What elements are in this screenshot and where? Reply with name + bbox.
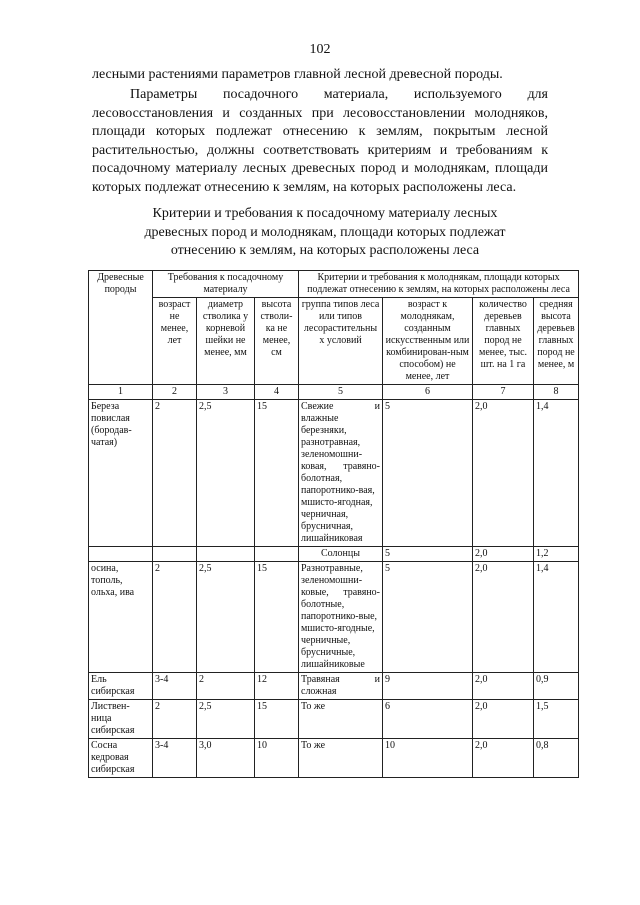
header-young-age: возраст к молоднякам, созданным искусственным или комбинирован-ным способом) не менее, лет bbox=[383, 298, 473, 385]
cell-diameter: 2,5 bbox=[197, 700, 255, 739]
cell-avg-height: 0,8 bbox=[534, 739, 579, 778]
cell-tree-count: 2,0 bbox=[473, 547, 534, 562]
cell-avg-height: 0,9 bbox=[534, 673, 579, 700]
column-number: 8 bbox=[534, 385, 579, 400]
cell-forest-type: Разнотравные, зеленомошни-ковые, травяно-болотные, папоротнико-вые, мшисто-ягодные, черничные, брусничные, лишайниковые bbox=[299, 562, 383, 673]
column-number: 4 bbox=[255, 385, 299, 400]
cell-diameter: 3,0 bbox=[197, 739, 255, 778]
cell-age: 2 bbox=[153, 562, 197, 673]
column-number: 7 bbox=[473, 385, 534, 400]
cell-height: 15 bbox=[255, 400, 299, 547]
header-height: высота стволи-ка не менее, см bbox=[255, 298, 299, 385]
cell-avg-height: 1,4 bbox=[534, 400, 579, 547]
page-number: 102 bbox=[309, 42, 331, 57]
cell-young-age: 5 bbox=[383, 547, 473, 562]
header-tree-count: количество деревьев главных пород не менее, тыс. шт. на 1 га bbox=[473, 298, 534, 385]
table-title-line: древесных пород и молоднякам, площади которых подлежат bbox=[144, 224, 506, 240]
cell-avg-height: 1,5 bbox=[534, 700, 579, 739]
table-row bbox=[89, 739, 579, 778]
header-species: Древесные породы bbox=[89, 271, 153, 385]
column-number-row bbox=[89, 385, 579, 400]
cell-species: Береза повислая (бородав-чатая) bbox=[89, 400, 153, 547]
cell-age: 2 bbox=[153, 700, 197, 739]
header-age: возраст не менее, лет bbox=[153, 298, 197, 385]
cell-tree-count: 2,0 bbox=[473, 562, 534, 673]
column-number: 5 bbox=[299, 385, 383, 400]
cell-age: 2 bbox=[153, 400, 197, 547]
header-diameter: диаметр стволика у корневой шейки не менее, мм bbox=[197, 298, 255, 385]
column-number: 3 bbox=[197, 385, 255, 400]
table-row bbox=[89, 547, 579, 562]
criteria-table bbox=[88, 270, 579, 778]
cell-species: Ель сибирская bbox=[89, 673, 153, 700]
cell-tree-count: 2,0 bbox=[473, 673, 534, 700]
cell-diameter: 2,5 bbox=[197, 400, 255, 547]
table-row bbox=[89, 673, 579, 700]
cell-age: 3-4 bbox=[153, 673, 197, 700]
cell-height: 12 bbox=[255, 673, 299, 700]
cell-forest-type: Травяная и сложная bbox=[299, 673, 383, 700]
cell-species: осина, тополь, ольха, ива bbox=[89, 562, 153, 673]
cell-diameter: 2 bbox=[197, 673, 255, 700]
paragraph-continuation: лесными растениями параметров главной лесной древесной породы. bbox=[92, 67, 503, 82]
header-avg-height: средняя высота деревьев главных пород не менее, м bbox=[534, 298, 579, 385]
cell-young-age: 5 bbox=[383, 562, 473, 673]
header-row bbox=[89, 271, 579, 298]
table-row bbox=[89, 400, 579, 547]
cell-forest-type: То же bbox=[299, 700, 383, 739]
cell-height: 15 bbox=[255, 700, 299, 739]
cell-young-age: 10 bbox=[383, 739, 473, 778]
table-row bbox=[89, 562, 579, 673]
cell-avg-height: 1,2 bbox=[534, 547, 579, 562]
cell-tree-count: 2,0 bbox=[473, 739, 534, 778]
paragraph-requirements: Параметры посадочного материала, используемого для лесовосстановления и созданных при лесовосстановлении молодняков, площади которых подлежат отнесению к землям, покрытым лесной растительностью, должны соответствовать критериям и требованиям к посадочному материалу лесных древесных пород и молоднякам, площади которых подлежат отнесению к землям, на которых расположены леса. bbox=[92, 87, 548, 195]
cell-species: Сосна кедровая сибирская bbox=[89, 739, 153, 778]
table-row bbox=[89, 700, 579, 739]
cell-age bbox=[153, 547, 197, 562]
cell-avg-height: 1,4 bbox=[534, 562, 579, 673]
cell-forest-type: Солонцы bbox=[299, 547, 383, 562]
cell-young-age: 5 bbox=[383, 400, 473, 547]
cell-age: 3-4 bbox=[153, 739, 197, 778]
cell-young-age: 9 bbox=[383, 673, 473, 700]
table-title-line: отнесению к землям, на которых расположены леса bbox=[170, 243, 480, 258]
cell-tree-count: 2,0 bbox=[473, 400, 534, 547]
cell-height bbox=[255, 547, 299, 562]
cell-diameter: 2,5 bbox=[197, 562, 255, 673]
cell-species: Листвен-ница сибирская bbox=[89, 700, 153, 739]
cell-species bbox=[89, 547, 153, 562]
subheader-row bbox=[89, 298, 579, 385]
cell-forest-type: То же bbox=[299, 739, 383, 778]
header-planting-material: Требования к посадочному материалу bbox=[153, 271, 299, 298]
cell-height: 15 bbox=[255, 562, 299, 673]
cell-tree-count: 2,0 bbox=[473, 700, 534, 739]
table-title bbox=[130, 205, 520, 261]
column-number: 1 bbox=[89, 385, 153, 400]
header-forest-type: группа типов леса или типов лесорастительны х условий bbox=[299, 298, 383, 385]
cell-young-age: 6 bbox=[383, 700, 473, 739]
cell-diameter bbox=[197, 547, 255, 562]
column-number: 6 bbox=[383, 385, 473, 400]
header-young-stands: Критерии и требования к молоднякам, площади которых подлежат отнесению к землям, на которых расположены леса bbox=[299, 271, 579, 298]
cell-forest-type: Свежие и влажные березняки, разнотравная, зеленомошни-ковая, травяно-болотная, папоротнико-вая, мшисто-ягодная, черничная, брусничная, лишайниковая bbox=[299, 400, 383, 547]
table-title-line: Критерии и требования к посадочному материалу лесных bbox=[152, 206, 498, 221]
column-number: 2 bbox=[153, 385, 197, 400]
cell-height: 10 bbox=[255, 739, 299, 778]
